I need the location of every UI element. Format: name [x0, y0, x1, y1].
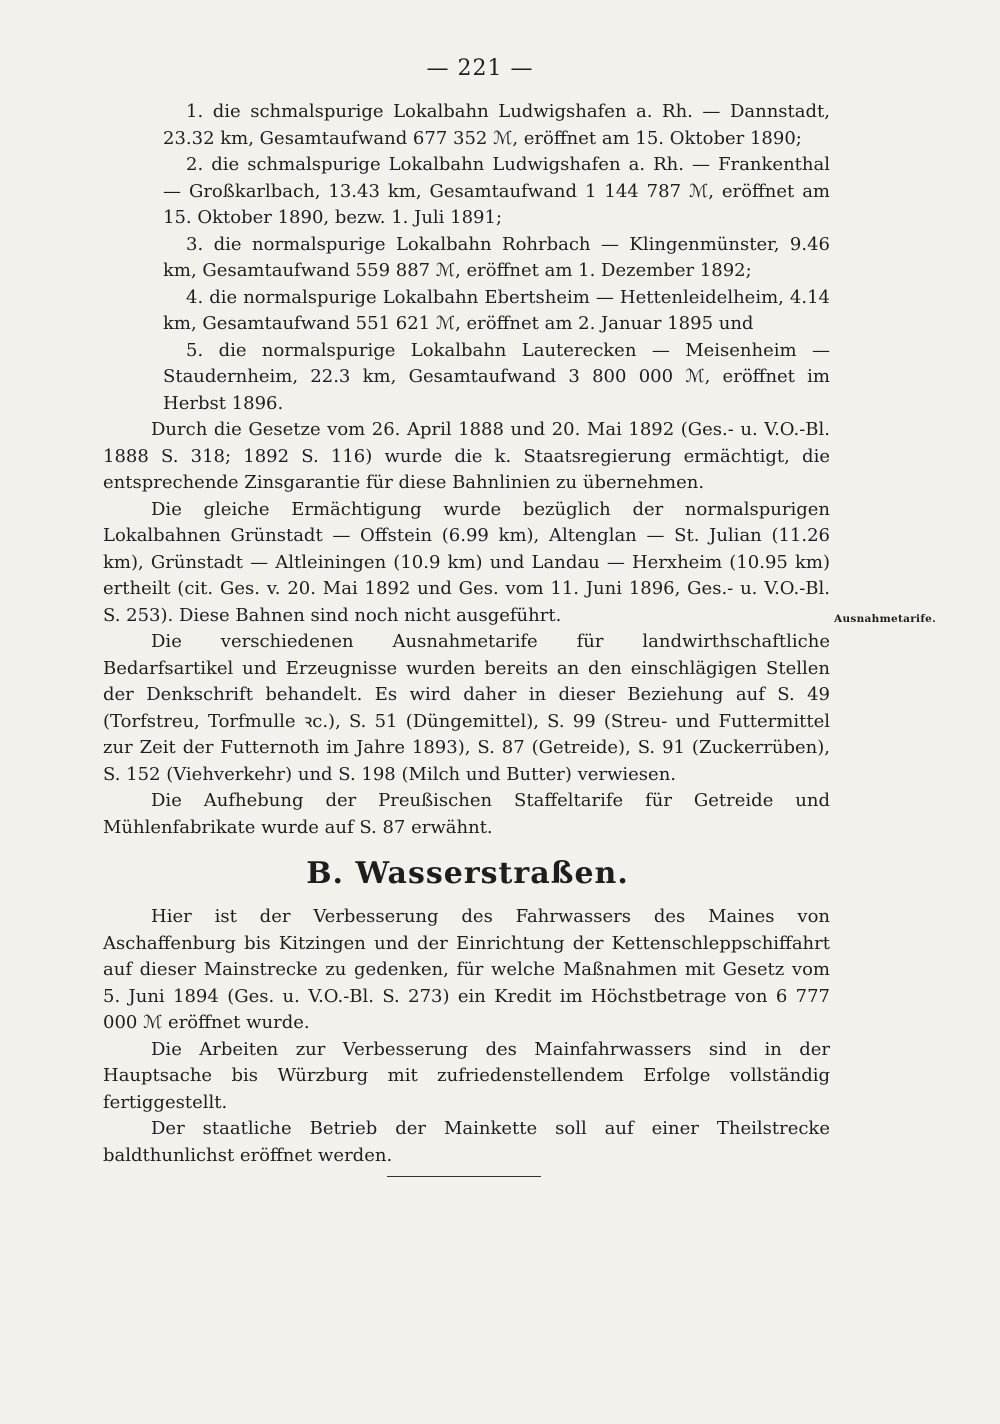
end-divider — [387, 1176, 541, 1177]
paragraph: Die Aufhebung der Preußischen Staffeltarife für Getreide und Mühlenfabrikate wurde auf S. 87 erwähnt. — [103, 790, 830, 838]
list-item-body: die normalspurige Lokalbahn Lauterecken — Meisenheim — Staudernheim, 22.3 km, Gesamtaufwand 3 800 000 ℳ, eröffnet im Herbst 1896. — [163, 339, 830, 414]
list-item-number: 4. — [186, 286, 204, 308]
list-item — [103, 285, 830, 338]
list-item-text — [140, 338, 830, 418]
list-item-text — [140, 285, 830, 338]
paragraph: Der staatliche Betrieb der Mainkette soll auf einer Theilstrecke baldthunlichst eröffnet werden. — [103, 1118, 830, 1166]
paragraph: Die verschiedenen Ausnahmetarife für landwirthschaftliche Bedarfsartikel und Erzeugnisse wurden bereits an den einschlägigen Stellen der Denkschrift behandelt. Es wird daher in dieser Beziehung auf S. 49 (Torfstreu, Torfmulle ꝛc.), S. 51 (Düngemittel), S. 99 (Streu- und Futtermittel zur Zeit der Futternoth im Jahre 1893), S. 87 (Getreide), S. 91 (Zuckerrüben), S. 152 (Viehverkehr) und S. 198 (Milch und Butter) verwiesen. — [103, 631, 830, 785]
list-item-number: 1. — [186, 101, 204, 122]
list-item-text — [140, 152, 830, 232]
section-heading — [0, 856, 935, 891]
list-item-number: 2. — [186, 154, 204, 175]
paragraph: Durch die Gesetze vom 26. April 1888 und 20. Mai 1892 (Ges.- u. V.O.-Bl. 1888 S. 318; 1892 S. 116) wurde die k. Staatsregierung ermächtigt, die entsprechende Zinsgarantie für diese Bahnlinien zu übernehmen. — [103, 419, 830, 493]
paragraph: Hier ist der Verbesserung des Fahrwassers des Maines von Aschaffenburg bis Kitzingen und der Einrichtung der Kettenschleppschiffahrt auf dieser Mainstrecke zu gedenken, für welche Maßnahmen mit Gesetz vom 5. Juni 1894 (Ges. u. V.O.-Bl. S. 273) ein Kredit im Höchstbetrage von 6 777 000 ℳ eröffnet wurde. — [103, 906, 830, 1033]
list-item-number: 5. — [186, 339, 204, 361]
paragraph: Die gleiche Ermächtigung wurde bezüglich der normalspurigen Lokalbahnen Grünstadt — Offstein (6.99 km), Altenglan — St. Julian (11.26 km), Grünstadt — Altleiningen (10.9 km) und Landau — Herxheim (10.95 km) ertheilt (cit. Ges. v. 20. Mai 1892 und Ges. vom 11. Juni 1896, Ges.- u. V.O.-Bl. S. 253). Diese Bahnen sind noch nicht ausgeführt. — [103, 498, 830, 626]
list-item — [103, 99, 830, 152]
list-item-text — [140, 99, 830, 152]
page-number: — 221 — — [426, 56, 534, 81]
main-text — [103, 99, 830, 841]
list-item — [103, 338, 830, 418]
list-item-body: die normalspurige Lokalbahn Rohrbach — Klingenmünster, 9.46 km, Gesamtaufwand 559 887 ℳ, eröffnet am 1. Dezember 1892; — [163, 233, 830, 281]
list-item-text — [140, 232, 830, 285]
section-title: Wasserstraßen. — [355, 856, 629, 891]
list-item-number: 3. — [186, 233, 204, 255]
margin-note: Ausnahmetarife. — [834, 613, 937, 625]
railway-list — [103, 99, 830, 417]
section-text — [103, 904, 830, 1169]
paragraph: Die Arbeiten zur Verbesserung des Mainfahrwassers sind in der Hauptsache bis Würzburg mit zufriedenstellendem Erfolge vollständig fertiggestellt. — [103, 1038, 830, 1113]
list-item-body: die schmalspurige Lokalbahn Ludwigshafen a. Rh. — Dannstadt, 23.32 km, Gesamtaufwand 677 352 ℳ, eröffnet am 15. Oktober 1890; — [163, 101, 830, 149]
list-item — [103, 232, 830, 285]
list-item-body: die schmalspurige Lokalbahn Ludwigshafen a. Rh. — Frankenthal — Großkarlbach, 13.43 km, Gesamtaufwand 1 144 787 ℳ, eröffnet am 15. Oktober 1890, bezw. 1. Juli 1891; — [163, 154, 830, 228]
list-item — [103, 152, 830, 232]
section-letter: B. — [306, 856, 345, 891]
list-item-body: die normalspurige Lokalbahn Ebertsheim — Hettenleidelheim, 4.14 km, Gesamtaufwand 551 621 ℳ, eröffnet am 2. Januar 1895 und — [163, 286, 830, 334]
